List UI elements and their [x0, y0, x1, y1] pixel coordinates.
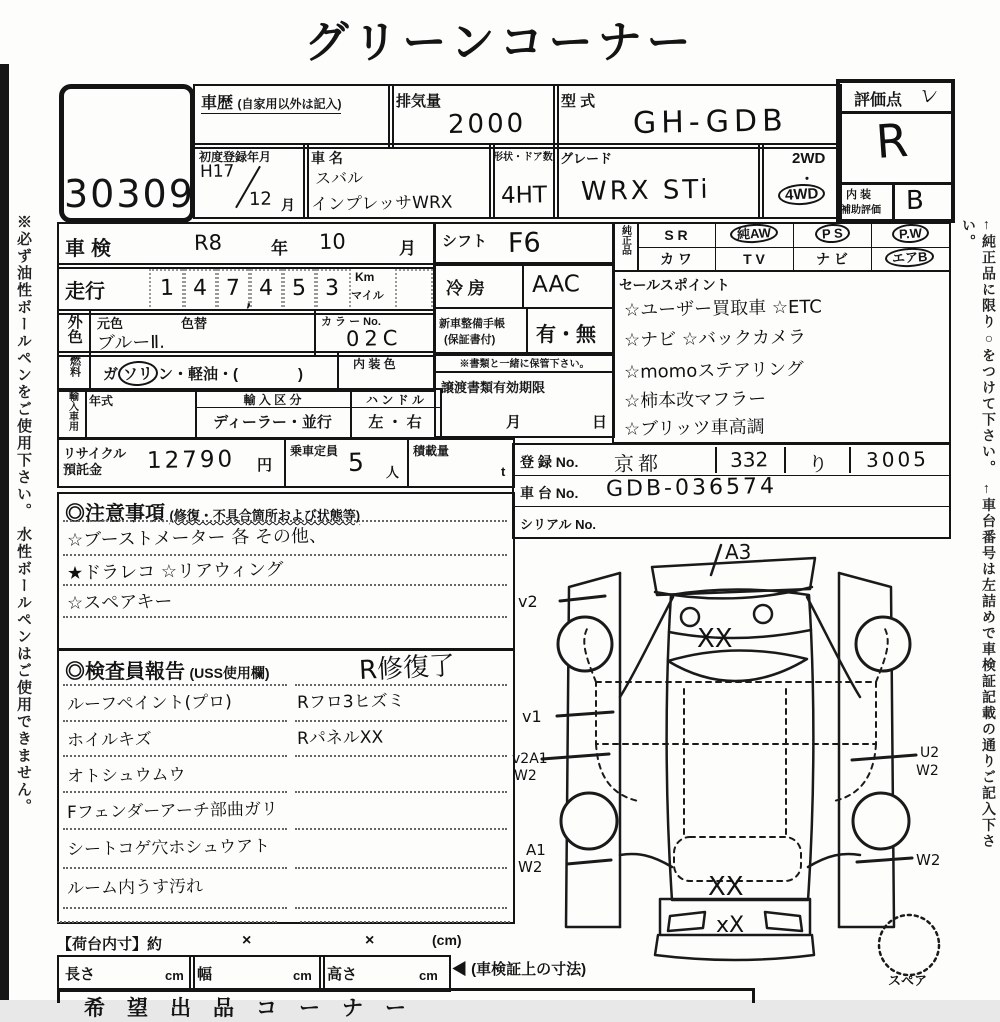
wheel [853, 793, 909, 849]
ac-label: 冷 房 [446, 279, 485, 298]
fuel-label: 燃料 [68, 355, 81, 377]
transfer-label: 譲渡書類有効期限 [441, 380, 546, 395]
spare-label: スペア [888, 974, 928, 989]
car-damage-diagram [512, 537, 947, 997]
mileage-row [57, 263, 435, 315]
plate-num-value: 3005 [865, 446, 930, 472]
cautions-label: ◎注意事項 [65, 503, 165, 525]
cargo-dims-label: 【荷台内寸】約 [57, 936, 163, 953]
fuel-circled: ソリ [117, 360, 158, 387]
drive-4wd-circled: 4WD [777, 183, 825, 206]
import-kubun-label: 輸 入 区 分 [195, 391, 350, 408]
body-shape-value: 4HT [500, 182, 548, 209]
shaken-year-value: R8 [193, 230, 223, 255]
car-name-cell [303, 143, 495, 219]
inspector-note: R修復了 [358, 650, 456, 686]
capacity-unit: 人 [386, 465, 400, 480]
caution-line: ☆スペアキー [66, 591, 173, 614]
rating-box [836, 79, 955, 223]
oem-leather: カ ワ [660, 251, 692, 267]
car-name-label: 車 名 [311, 150, 343, 166]
model-code-value: GH-GDB [632, 103, 788, 141]
mileage-unit-km: Km [355, 270, 375, 284]
orig-color-label: 元色 [97, 316, 124, 331]
cargo-dims-row [57, 929, 507, 955]
recycle-row [57, 438, 515, 488]
keep-note-strip [434, 352, 615, 373]
damage-label-v1: v1 [522, 707, 542, 726]
cargo-x1: × [242, 932, 252, 949]
service-book-cell [434, 307, 615, 356]
fuel-part2: ン・軽油・( [158, 366, 239, 383]
cargo-cm-note: (cm) [432, 932, 462, 948]
inspector-row-left: ルーム内うす汚れ [66, 876, 204, 899]
inspector-row-left: Fフェンダーアーチ部曲ガリ [66, 799, 279, 823]
load-label: 積載量 [413, 444, 450, 458]
reg-no-label: 登 録 No. [520, 454, 579, 470]
first-registration-cell [193, 143, 309, 219]
grade-cell [553, 143, 764, 219]
damage-label-w2: W2 [916, 763, 939, 779]
displacement-label: 排気量 [396, 93, 442, 110]
interior-rating-value: B [905, 185, 925, 216]
body-shape-cell [489, 143, 559, 219]
diagram-label-a3: A3 [725, 540, 752, 564]
oem-aw-circled: 純AW [730, 223, 779, 244]
keep-note: ※書類と一緒に保管下さい。 [459, 359, 590, 370]
page-title: グリーンコーナー [304, 18, 696, 67]
recycle-label1: リサイクル [63, 446, 127, 461]
cargo-x2: × [365, 932, 375, 949]
damage-mark-hood: XX [708, 872, 744, 902]
damage-label-v2a1: v2A1 [512, 751, 548, 767]
recycle-label2: 預託金 [63, 462, 103, 477]
exterior-color-row [57, 309, 435, 357]
lot-number: 30309 [64, 172, 195, 216]
ac-cell [434, 262, 615, 309]
width-cell [189, 955, 325, 992]
shaken-year-unit: 年 [271, 239, 288, 258]
load-unit: t [501, 464, 506, 479]
wheel [561, 793, 617, 849]
transfer-day: 日 [592, 414, 608, 431]
shaken-month-unit: 月 [399, 239, 416, 258]
odo-digit: 7 [225, 275, 241, 301]
rear-window [668, 650, 807, 681]
mileage-label: 走行 [65, 281, 105, 303]
damage-label-w2: W2 [916, 851, 941, 869]
model-code-cell [553, 84, 842, 149]
width-label: 幅 [197, 966, 213, 983]
oem-airbag-circled: エアB [885, 247, 935, 269]
inspector-row-left: オトシュウムウ [66, 764, 186, 787]
odo-digit: 1 [159, 275, 175, 301]
service-book-value: 有・無 [536, 324, 596, 346]
displacement-cell [388, 84, 559, 149]
damage-mark-bumper: xX [716, 913, 745, 938]
height-cell [319, 955, 451, 992]
transfer-month: 月 [506, 414, 522, 431]
chassis-no-value: GDB-036574 [605, 474, 778, 502]
oem-label: 純正品 [619, 225, 631, 255]
mileage-unit-mile: マイル [351, 290, 384, 302]
sales-line: ☆ナビ ☆バックカメラ [623, 326, 807, 351]
inspector-row-right: RパネルXX [296, 727, 384, 749]
headlight [765, 912, 802, 931]
history-note: (自家用以外は記入) [237, 97, 342, 111]
damage-label-w2: W2 [518, 858, 543, 876]
registration-box [512, 443, 951, 539]
shift-cell [434, 222, 615, 266]
plate-kana-value: り [807, 451, 829, 476]
service-book-sub: (保証書付) [444, 334, 496, 346]
damage-label-u2: U2 [920, 745, 940, 761]
plate-area-value: 京都 [613, 451, 663, 476]
rating-check: レ [917, 82, 942, 109]
inspector-row-left: シートコゲ穴ホシュウアト [66, 836, 271, 860]
oem-pw-circled: P.W [891, 223, 929, 244]
recycle-value: 12790 [146, 446, 236, 474]
width-unit: cm [293, 968, 312, 983]
drive-dot: ・ [800, 171, 814, 187]
oem-sr: S R [664, 227, 688, 243]
grade-label: グレード [560, 151, 613, 166]
import-year-label: 年式 [89, 394, 114, 408]
left-margin-note: ※必ず油性ボールペンをご使用下さい。 水性ボールペンはご使用できません。 [15, 214, 32, 816]
inspector-row-right: Rフロ3ヒズミ [296, 691, 405, 713]
ext-color-label: 外色 [65, 314, 83, 344]
recycle-unit: 円 [257, 457, 273, 474]
shift-label: シフト [442, 233, 488, 250]
rating-label: 評価点 [854, 92, 903, 109]
plate-class-value: 332 [729, 447, 769, 472]
service-book-label: 新車整備手帳 [439, 318, 505, 330]
lot-number-box [59, 84, 195, 223]
inspector-row-left: ホイルキズ [66, 729, 152, 751]
history-label: 車歴 [201, 95, 234, 112]
ac-value: AAC [531, 271, 580, 298]
fuel-part3: ) [298, 366, 304, 383]
color-change-label: 色替 [181, 316, 208, 331]
sales-points-label: セールスポイント [619, 277, 730, 293]
import-label: 輸入車用 [66, 391, 78, 431]
import-handle-value: 左 ・ 右 [368, 414, 422, 431]
oem-parts-box [612, 222, 951, 272]
transfer-docs-cell [434, 371, 615, 438]
inspector-label: ◎検査員報告 [65, 661, 185, 683]
odo-digit: 3 [324, 275, 340, 301]
first-reg-label: 初度登録年月 [199, 150, 272, 164]
sales-line: ☆ユーザー買取車 ☆ETC [623, 296, 823, 321]
odo-digit: 4 [192, 275, 208, 301]
sales-line: ☆ブリッツ車高調 [623, 416, 765, 440]
car-make-value: スバル [314, 168, 364, 188]
scan-edge-strip [0, 64, 9, 1000]
oem-navi: ナ ビ [816, 251, 848, 267]
model-code-label: 型 式 [561, 93, 596, 110]
fuel-row [57, 351, 435, 392]
interior-rating-label1: 内 装 [846, 189, 872, 201]
first-reg-month-unit: 月 [281, 197, 295, 213]
damage-mark-rear: XX [697, 624, 733, 654]
interior-rating-label2: 補助評価 [841, 205, 881, 216]
shaken-label: 車検 [65, 238, 117, 260]
sales-line: ☆momoステアリング [623, 358, 804, 383]
damage-label-a1: A1 [526, 841, 546, 859]
caution-line: ☆ブーストメーター 各 その他、 [66, 525, 328, 551]
odo-extra-cell [395, 269, 433, 311]
import-kubun-value: ディーラー・並行 [213, 414, 332, 431]
damage-label-w2: W2 [514, 768, 537, 784]
drive-2wd: 2WD [792, 150, 826, 167]
grade-value: WRX STi [580, 174, 711, 207]
capacity-value: 5 [347, 447, 365, 477]
odo-digit: 5 [291, 275, 307, 301]
dims-source-note: ◀ (車検証上の寸法) [452, 961, 587, 978]
caution-line: ★ドラレコ ☆リアウィング [66, 559, 284, 584]
car-model-value: インプレッサWRX [310, 192, 453, 215]
vehicle-history-cell [193, 84, 394, 149]
cutoff-text: 希望出品コーナー [84, 997, 428, 1020]
cutoff-section [57, 988, 755, 1020]
height-unit: cm [419, 968, 438, 983]
sales-points-box [612, 270, 951, 444]
oem-ps-circled: P S [814, 223, 850, 244]
import-handle-label: ハ ン ド ル [350, 391, 440, 408]
cautions-box [57, 492, 515, 651]
right-margin-note: ←純正品に限り○をつけて下さい。 ←車台番号は左詰めで車検証記載の通りご記入下さい。 [961, 218, 997, 850]
cautions-sub: (修復・不具合箇所および状態等) [169, 508, 361, 523]
color-no-label: カ ラ ー No. [321, 316, 381, 328]
oem-tv: T V [743, 251, 765, 267]
first-reg-era: H17 [199, 161, 235, 182]
ext-color-value: ブルーⅡ. [96, 331, 166, 354]
displacement-value: 2000 [447, 108, 527, 140]
chassis-no-label: 車 台 No. [520, 485, 579, 501]
height-label: 高さ [327, 966, 358, 983]
sales-line: ☆柿本改マフラー [623, 388, 767, 412]
body-shape-label: 形状・ドア数 [493, 152, 553, 163]
serial-no-label: シリアル No. [520, 517, 597, 532]
shift-value: F6 [507, 227, 541, 259]
inspector-row-left: ルーフペイント(プロ) [66, 692, 232, 715]
shaken-month-value: 10 [318, 229, 346, 254]
headlight [668, 912, 705, 931]
odo-digit: 4 [258, 275, 274, 301]
fuel-part1: ガ [103, 366, 119, 383]
first-reg-month: 12 [248, 188, 273, 210]
inspector-sub: (USS使用欄) [189, 665, 270, 681]
length-cell [57, 955, 195, 992]
drive-type-cell [758, 143, 842, 219]
rating-value: R [874, 112, 910, 169]
odo-comma: , [244, 286, 253, 312]
color-no-value: 02C [345, 326, 403, 351]
length-label: 長さ [65, 966, 96, 983]
capacity-label: 乗車定員 [290, 444, 339, 458]
spare-tire-circle [879, 915, 939, 975]
import-box [57, 388, 442, 439]
shaken-row [57, 222, 435, 269]
interior-color-label: 内 装 色 [353, 357, 396, 371]
length-unit: cm [165, 968, 184, 983]
inspector-report-box [57, 648, 515, 924]
damage-label-v2: v2 [518, 592, 538, 611]
